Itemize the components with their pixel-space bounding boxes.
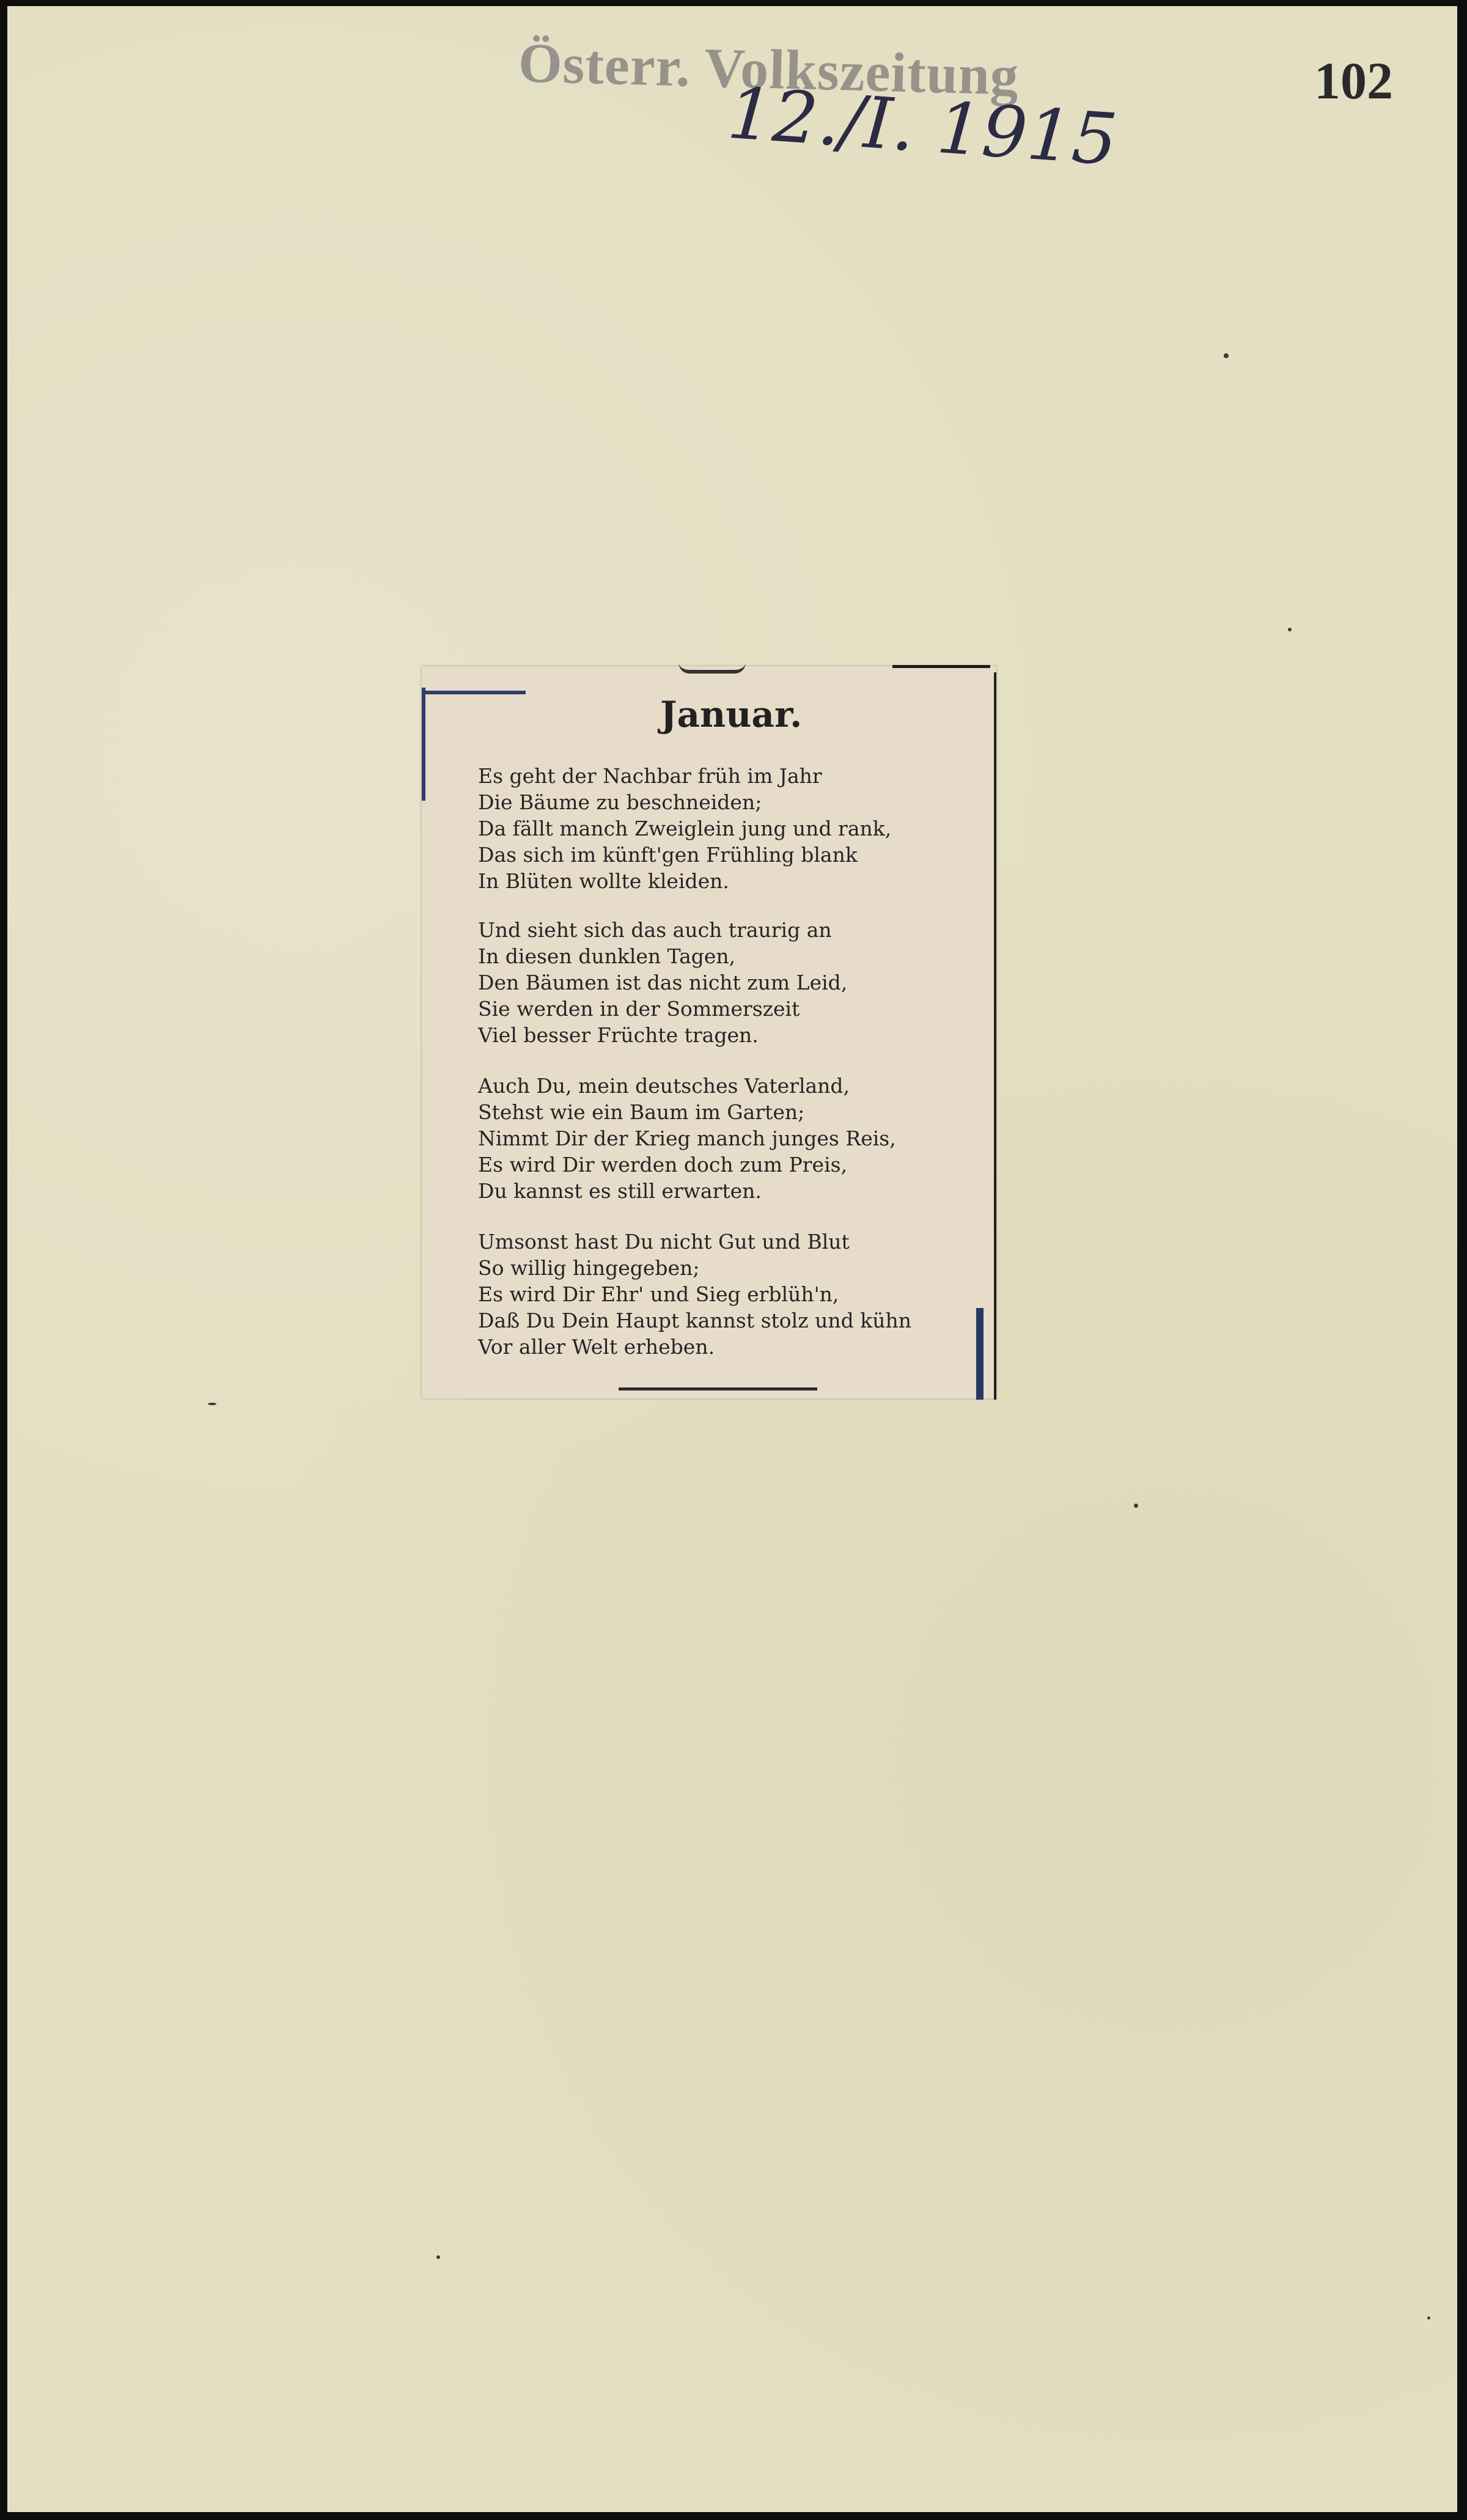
poem-line: Es wird Dir Ehr' und Sieg erblüh'n, [478, 1282, 839, 1306]
poem-line: Es geht der Nachbar früh im Jahr [478, 764, 822, 788]
poem-line: Vor aller Welt erheben. [478, 1335, 715, 1359]
poem-line: Den Bäumen ist das nicht zum Leid, [478, 971, 848, 994]
stanza-1 [478, 763, 967, 894]
poem-line: Umsonst hast Du nicht Gut und Blut [478, 1230, 850, 1254]
poem-line: Du kannst es still erwarten. [478, 1179, 762, 1203]
poem-line: Sie werden in der Sommerszeit [478, 997, 800, 1021]
poem-line: Daß Du Dein Haupt kannst stolz und kühn [478, 1309, 911, 1332]
poem-line: Die Bäume zu beschneiden; [478, 790, 762, 814]
clipping-top-rule-left [678, 663, 746, 674]
paper-speck [1427, 2316, 1430, 2320]
paper-speck [208, 1403, 216, 1405]
blue-pencil-mark-top [422, 691, 526, 694]
stanza-2 [478, 917, 967, 1048]
poem-line: So willig hingegeben; [478, 1256, 700, 1280]
stanza-4 [478, 1229, 967, 1360]
paper-speck [1224, 353, 1229, 358]
poem-line: In diesen dunklen Tagen, [478, 944, 736, 968]
paper-speck [1288, 628, 1292, 631]
handwritten-date: 12./I. 1915 [725, 72, 1120, 182]
blue-pencil-mark-left [422, 688, 425, 801]
poem-line: Auch Du, mein deutsches Vaterland, [478, 1074, 850, 1098]
clipping-column-rule [994, 672, 996, 1400]
clipping-top-rule-right [892, 665, 990, 668]
paper-speck [436, 2255, 440, 2259]
poem-line: Stehst wie ein Baum im Garten; [478, 1100, 805, 1124]
poem-line: Das sich im künft'gen Frühling blank [478, 843, 858, 867]
page-number: 102 [1314, 51, 1393, 110]
paper-speck [1134, 1504, 1138, 1508]
newspaper-stamp: Österr. Volkszeitung [517, 31, 1020, 107]
poem-line: Es wird Dir werden doch zum Preis, [478, 1153, 848, 1177]
poem-end-rule [619, 1387, 817, 1390]
poem-line: In Blüten wollte kleiden. [478, 869, 729, 893]
poem-line: Nimmt Dir der Krieg manch junges Reis, [478, 1126, 896, 1150]
poem-title: Januar. [660, 694, 803, 735]
stanza-3 [478, 1073, 967, 1204]
poem-line: Und sieht sich das auch traurig an [478, 918, 832, 942]
blue-pencil-mark-right [976, 1308, 984, 1400]
poem-line: Viel besser Früchte tragen. [478, 1023, 759, 1047]
poem-line: Da fällt manch Zweiglein jung und rank, [478, 817, 892, 840]
